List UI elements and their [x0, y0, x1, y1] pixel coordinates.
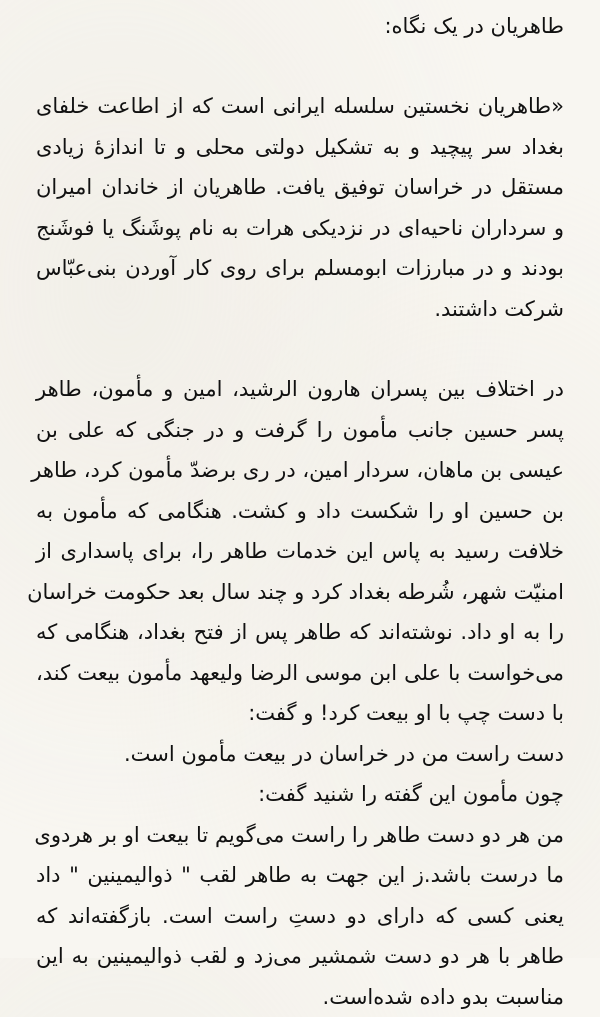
- text-line: چون مأمون این گفته را شنید گفت:: [36, 774, 564, 815]
- text-line: شرکت داشتند.: [36, 289, 564, 330]
- text-line: در اختلاف بین پسران هارون الرشید، امین و مأمون، طاهر: [36, 369, 564, 410]
- text-line: ما درست باشد.ز این جهت به طاهر لقب " ذوالیمینین " داد: [36, 855, 564, 896]
- text-line: و سرداران ناحیه‌ای در نزدیکی هرات به نام پوشَنگ یا فوشَنج: [36, 208, 564, 249]
- text-line: طاهر با هر دو دست شمشیر می‌زد و لقب ذوالیمینین به این: [36, 936, 564, 977]
- text-line: پسر حسین جانب مأمون را گرفت و در جنگی که علی بن: [36, 410, 564, 451]
- text-line: بغداد سر پیچید و به تشکیل دولتی محلی و تا اندازهٔ زیادی: [36, 127, 564, 168]
- spacer: [36, 46, 564, 86]
- text-line: بودند و در مبارزات ابومسلم برای روی کار آوردن بنی‌عبّاس: [36, 248, 564, 289]
- text-line: مناسبت بدو داده شده‌است.: [36, 977, 564, 1017]
- text-line: دست راست من در خراسان در بیعت مأمون است.: [36, 734, 564, 775]
- document-title: طاهریان در یک نگاه:: [36, 6, 564, 46]
- spacer: [36, 329, 564, 369]
- paragraph-intro: [36, 86, 564, 329]
- text-line: با دست چپ با او بیعت کرد! و گفت:: [36, 693, 564, 734]
- text-line: «طاهریان نخستین سلسله ایرانی است که از اطاعت خلفای: [36, 86, 564, 127]
- text-line: امنیّت شهر، شُرطه بغداد کرد و چند سال بعد حکومت خراسان: [36, 572, 564, 613]
- paragraph-history: [36, 369, 564, 1017]
- text-line: من هر دو دست طاهر را راست می‌گویم تا بیعت او بر هردوی: [36, 815, 564, 856]
- text-line: را به او داد. نوشته‌اند که طاهر پس از فتح بغداد، هنگامی که: [36, 612, 564, 653]
- text-line: مستقل در خراسان توفیق یافت. طاهریان از خاندان امیران: [36, 167, 564, 208]
- text-line: می‌خواست با علی ابن موسی الرضا ولیعهد مأمون بیعت کند،: [36, 653, 564, 694]
- text-line: عیسی بن ماهان، سردار امین، در ری برضدّ مأمون کرد، طاهر: [36, 450, 564, 491]
- text-line: بن حسین او را شکست داد و کشت. هنگامی که مأمون به: [36, 491, 564, 532]
- text-line: یعنی کسی که دارای دو دستِ راست است. بازگفته‌اند که: [36, 896, 564, 937]
- text-line: خلافت رسید به پاس این خدمات طاهر را، برای پاسداری از: [36, 531, 564, 572]
